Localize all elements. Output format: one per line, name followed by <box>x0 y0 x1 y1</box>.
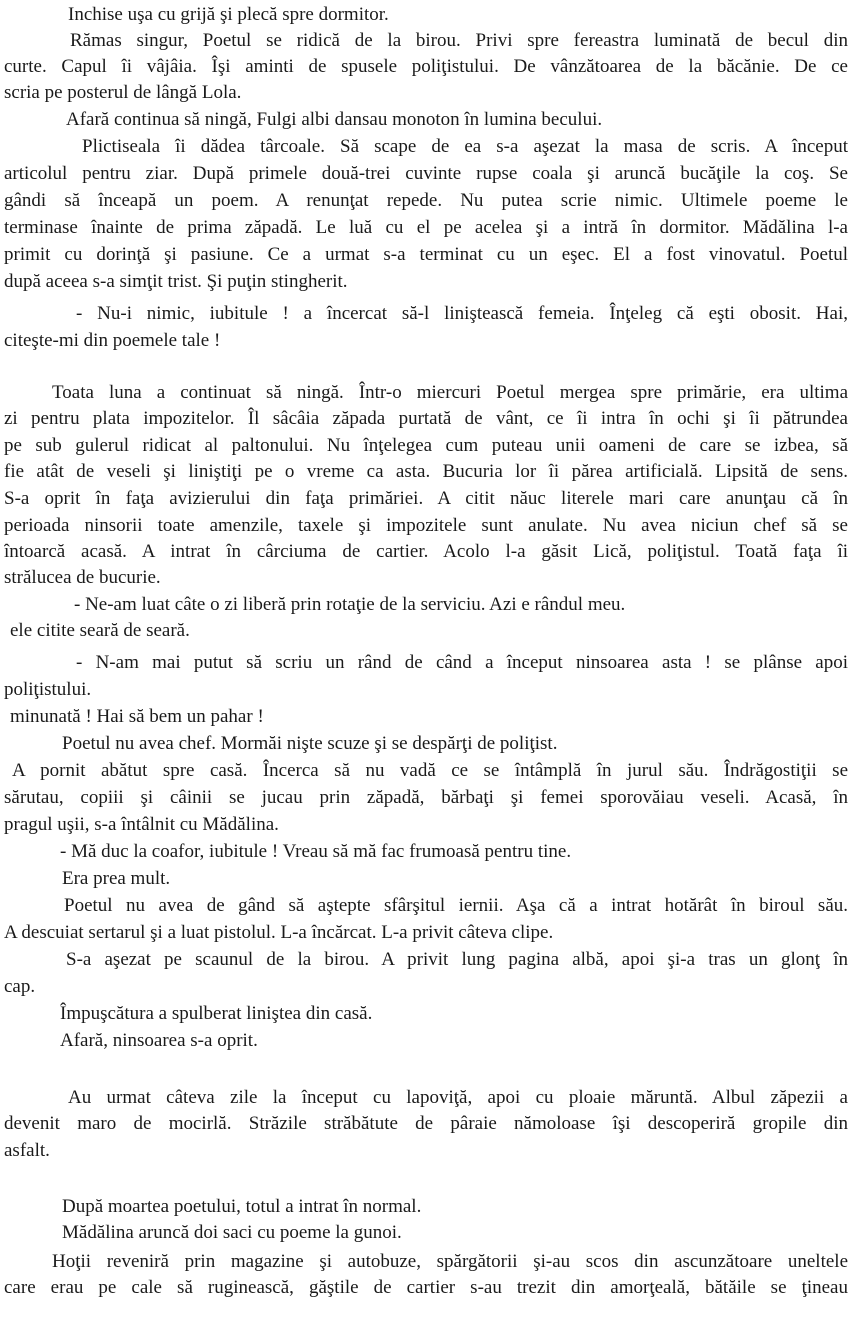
text-line: fie atât de veseli şi liniştiţi pe o vreme ca asta. Bucuria lor îi părea artificială. Lipsită de sens. <box>4 461 848 482</box>
text-line: S-a oprit în faţa avizierului din faţa primăriei. A citit năuc literele mari care anunţau că în <box>4 488 848 509</box>
text-line: minunată ! Hai să bem un pahar ! <box>10 706 264 727</box>
text-line: terminase înainte de prima zăpadă. Le luă cu el pe acelea şi a intră în dormitor. Mădălina l-a <box>4 217 848 238</box>
text-line: Împuşcătura a spulberat liniştea din casă. <box>60 1003 373 1024</box>
text-line: devenit maro de mocirlă. Străzile străbătute de pâraie nămoloase îşi descoperiră gropile din <box>4 1113 848 1134</box>
text-line: Afară continua să ningă, Fulgi albi dansau monoton în lumina becului. <box>66 109 603 130</box>
text-line: pragul uşii, s-a întâlnit cu Mădălina. <box>4 814 279 835</box>
text-line: gândi să înceapă un poem. A renunţat repede. Nu putea scrie nimic. Ultimele poeme le <box>4 190 848 211</box>
text-line: A descuiat sertarul şi a luat pistolul. L-a încărcat. L-a privit câteva clipe. <box>4 922 554 943</box>
text-line: Afară, ninsoarea s-a oprit. <box>60 1030 258 1051</box>
text-line: ele citite seară de seară. <box>10 620 190 641</box>
text-line: Plictiseala îi dădea târcoale. Să scape de ea s-a aşezat la masa de scris. A început <box>82 136 848 157</box>
text-line: După moartea poetului, totul a intrat în normal. <box>62 1196 422 1217</box>
text-line: primit cu dorinţă şi pasiune. Ce a urmat s-a terminat cu un eşec. El a fost vinovatul. Poetul <box>4 244 848 265</box>
text-line: Inchise uşa cu grijă şi plecă spre dormitor. <box>68 4 389 25</box>
text-line: - Ne-am luat câte o zi liberă prin rotaţie de la serviciu. Azi e rândul meu. <box>74 594 626 615</box>
text-line: pe sub gulerul ridicat al paltonului. Nu înţelegea cum puteau unii oameni de care se izbea, să <box>4 435 848 456</box>
text-line: - N-am mai putut să scriu un rând de când a început ninsoarea asta ! se plânse apoi <box>76 652 848 673</box>
text-line: S-a aşezat pe scaunul de la birou. A privit lung pagina albă, apoi şi-a tras un glonţ în <box>66 949 848 970</box>
text-line: - Mă duc la coafor, iubitule ! Vreau să mă fac frumoasă pentru tine. <box>60 841 572 862</box>
text-line: curte. Capul îi vâjâia. Îşi aminti de spusele poliţistului. De vânzătoarea de la băcănie. De ce <box>4 56 848 77</box>
text-line: asfalt. <box>4 1140 50 1161</box>
text-line: - Nu-i nimic, iubitule ! a încercat să-l liniştească femeia. Înţeleg că eşti obosit. Hai, <box>76 303 848 324</box>
text-line: cap. <box>4 976 36 997</box>
text-line: scria pe posterul de lângă Lola. <box>4 82 242 103</box>
text-line: întoarcă acasă. A intrat în cârciuma de cartier. Acolo l-a găsit Lică, poliţistul. Toată faţa îi <box>4 541 848 562</box>
text-line: Toata luna a continuat să ningă. Într-o miercuri Poetul mergea spre primărie, era ultima <box>52 382 848 403</box>
text-line: după aceea s-a simţit trist. Şi puţin stingherit. <box>4 271 348 292</box>
text-line: zi pentru plata impozitelor. Îl sâcâia zăpada purtată de vânt, ce îi intra în ochi şi îi pătrundea <box>4 408 848 429</box>
text-line: Rămas singur, Poetul se ridică de la birou. Privi spre fereastra luminată de becul din <box>70 30 848 51</box>
text-line: perioada ninsorii toate amenzile, taxele şi impozitele sunt anulate. Nu avea niciun chef să se <box>4 515 848 536</box>
text-line: Hoţii reveniră prin magazine şi autobuze, spărgătorii şi-au scos din ascunzătoare uneltele <box>52 1251 848 1272</box>
text-line: sărutau, copiii şi câinii se jucau prin zăpadă, bărbaţi şi femei sporovăiau veseli. Acasă, în <box>4 787 848 808</box>
text-line: Au urmat câteva zile la început cu lapoviţă, apoi cu ploaie măruntă. Albul zăpezii a <box>68 1087 848 1108</box>
text-line: Era prea mult. <box>62 868 171 889</box>
text-line: citeşte-mi din poemele tale ! <box>4 330 221 351</box>
text-line: A pornit abătut spre casă. Încerca să nu vadă ce se întâmplă în jurul său. Îndrăgostiţii se <box>12 760 848 781</box>
text-line: poliţistului. <box>4 679 92 700</box>
text-line: articolul pentru ziar. După primele două-trei cuvinte rupse coala şi aruncă bucăţile la coş. Se <box>4 163 848 184</box>
text-line: strălucea de bucurie. <box>4 567 161 588</box>
text-line: Mădălina aruncă doi saci cu poeme la gunoi. <box>62 1222 402 1243</box>
text-line: Poetul nu avea chef. Mormăi nişte scuze şi se despărţi de poliţist. <box>62 733 558 754</box>
text-line: care erau pe cale să ruginească, găştile de cartier s-au trezit din amorţeală, bătăile se ţineau <box>4 1277 848 1298</box>
text-line: Poetul nu avea de gând să aştepte sfârşitul iernii. Aşa că a intrat hotărât în biroul său. <box>64 895 848 916</box>
